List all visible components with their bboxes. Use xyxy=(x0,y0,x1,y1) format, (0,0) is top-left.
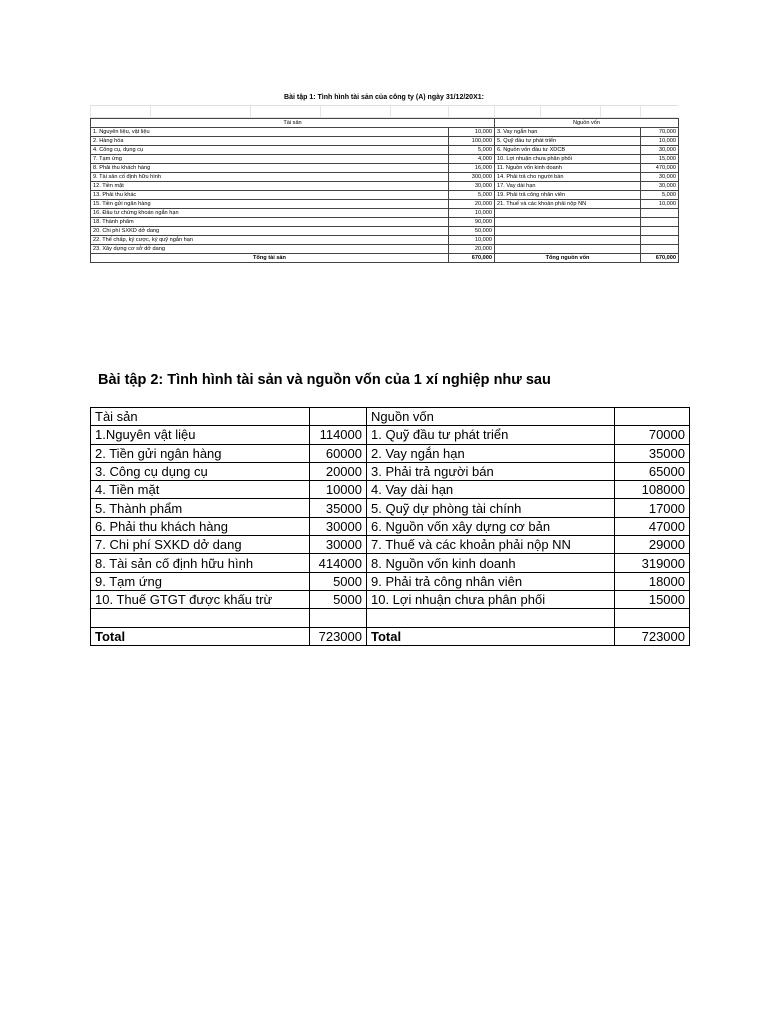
asset-name: 4. Tiền mặt xyxy=(91,481,310,499)
asset-value: 5,000 xyxy=(449,146,495,155)
source-value: 108000 xyxy=(615,481,690,499)
asset-value: 30000 xyxy=(310,517,367,535)
source-value xyxy=(641,227,679,236)
source-name: 21. Thuế và các khoản phải nộp NN xyxy=(495,200,641,209)
asset-name: 10. Thuế GTGT được khấu trừ xyxy=(91,590,310,608)
source-value: 18000 xyxy=(615,572,690,590)
exercise-1-table xyxy=(90,118,679,263)
table-row xyxy=(91,209,679,218)
source-name: 3. Vay ngắn hạn xyxy=(495,128,641,137)
exercise-1-section xyxy=(90,90,678,263)
asset-value: 20,000 xyxy=(449,200,495,209)
total-assets-value: 670,000 xyxy=(449,254,495,263)
exercise-2-title: Bài tập 2: Tình hình tài sản và nguồn vốn của 1 xí nghiệp như sau xyxy=(98,372,551,388)
asset-value: 60000 xyxy=(310,444,367,462)
source-value: 47000 xyxy=(615,517,690,535)
source-value: 35000 xyxy=(615,444,690,462)
table-row xyxy=(91,499,690,517)
source-value: 70000 xyxy=(615,426,690,444)
asset-name: 18. Thành phẩm xyxy=(91,218,449,227)
table-row xyxy=(91,128,679,137)
source-value: 65000 xyxy=(615,462,690,480)
exercise-2-table xyxy=(90,407,690,646)
source-name: 10. Lợi nhuận chưa phân phối xyxy=(367,590,615,608)
asset-value: 10000 xyxy=(310,481,367,499)
source-name: 7. Thuế và các khoản phải nộp NN xyxy=(367,536,615,554)
source-value: 470,000 xyxy=(641,164,679,173)
source-name xyxy=(495,236,641,245)
source-name xyxy=(495,218,641,227)
asset-name: 13. Phải thu khác xyxy=(91,191,449,200)
asset-value: 10,000 xyxy=(449,209,495,218)
asset-value: 10,000 xyxy=(449,128,495,137)
table-row xyxy=(91,590,690,608)
asset-value: 100,000 xyxy=(449,137,495,146)
asset-value: 414000 xyxy=(310,554,367,572)
table-row xyxy=(91,536,690,554)
total-assets-label: Total xyxy=(91,627,310,645)
table-row xyxy=(91,462,690,480)
asset-value: 20000 xyxy=(310,462,367,480)
table-row xyxy=(91,164,679,173)
source-value xyxy=(641,236,679,245)
asset-name: 23. Xây dựng cơ sở dở dang xyxy=(91,245,449,254)
total-row xyxy=(91,254,679,263)
table-row xyxy=(91,155,679,164)
source-name: 1. Quỹ đầu tư phát triển xyxy=(367,426,615,444)
asset-value: 90,000 xyxy=(449,218,495,227)
table-row xyxy=(91,137,679,146)
table-row xyxy=(91,218,679,227)
total-row xyxy=(91,627,690,645)
asset-name: 6. Phải thu khách hàng xyxy=(91,517,310,535)
asset-value: 5,000 xyxy=(449,191,495,200)
source-value: 29000 xyxy=(615,536,690,554)
source-value: 15,000 xyxy=(641,155,679,164)
table-header-row xyxy=(91,408,690,426)
table-row xyxy=(91,554,690,572)
table-row xyxy=(91,609,690,627)
source-name: 14. Phải trả cho người bán xyxy=(495,173,641,182)
source-value xyxy=(641,209,679,218)
asset-name: 15. Tiền gửi ngân hàng xyxy=(91,200,449,209)
asset-name: 7. Chi phí SXKD dở dang xyxy=(91,536,310,554)
asset-value: 5000 xyxy=(310,590,367,608)
source-name: 19. Phải trả công nhân viên xyxy=(495,191,641,200)
source-name xyxy=(495,227,641,236)
source-value: 30,000 xyxy=(641,182,679,191)
asset-name: 9. Tạm ứng xyxy=(91,572,310,590)
source-value: 10,000 xyxy=(641,137,679,146)
source-name xyxy=(495,209,641,218)
source-name: 6. Nguồn vốn đầu tư XDCB xyxy=(495,146,641,155)
asset-name: 8. Phải thu khách hàng xyxy=(91,164,449,173)
spreadsheet-empty-row xyxy=(90,106,678,118)
source-value: 70,000 xyxy=(641,128,679,137)
asset-name: 2. Hàng hóa xyxy=(91,137,449,146)
source-value: 30,000 xyxy=(641,173,679,182)
source-value: 319000 xyxy=(615,554,690,572)
asset-value: 4,000 xyxy=(449,155,495,164)
source-value xyxy=(641,218,679,227)
assets-header: Tài sản xyxy=(91,119,495,128)
table-row xyxy=(91,200,679,209)
empty-cell xyxy=(310,408,367,426)
asset-name: 20. Chi phí SXKD dở dang xyxy=(91,227,449,236)
sources-header: Nguồn vốn xyxy=(367,408,615,426)
table-row xyxy=(91,481,690,499)
source-name: 4. Vay dài hạn xyxy=(367,481,615,499)
table-header-row xyxy=(91,119,679,128)
table-row xyxy=(91,182,679,191)
asset-value: 114000 xyxy=(310,426,367,444)
asset-name: 4. Công cụ, dụng cụ xyxy=(91,146,449,155)
asset-name: 7. Tạm ứng xyxy=(91,155,449,164)
source-name: 2. Vay ngắn hạn xyxy=(367,444,615,462)
asset-name: 8. Tài sản cố định hữu hình xyxy=(91,554,310,572)
table-row xyxy=(91,245,679,254)
exercise-1-title: Bài tập 1: Tình hình tài sản của công ty (A) ngày 31/12/20X1: xyxy=(284,94,484,101)
total-sources-value: 670,000 xyxy=(641,254,679,263)
source-value: 15000 xyxy=(615,590,690,608)
source-name: 5. Quỹ đầu tư phát triển xyxy=(495,137,641,146)
asset-name: 1. Nguyên liệu, vật liệu xyxy=(91,128,449,137)
source-name xyxy=(495,245,641,254)
total-sources-value: 723000 xyxy=(615,627,690,645)
asset-name: 22. Thế chấp, ký cược, ký quỹ ngắn hạn xyxy=(91,236,449,245)
source-value xyxy=(615,609,690,627)
table-row xyxy=(91,517,690,535)
source-name: 17. Vay dài hạn xyxy=(495,182,641,191)
asset-value: 5000 xyxy=(310,572,367,590)
source-value: 10,000 xyxy=(641,200,679,209)
asset-name: 12. Tiền mặt xyxy=(91,182,449,191)
source-name: 10. Lợi nhuận chưa phân phối xyxy=(495,155,641,164)
asset-value: 30,000 xyxy=(449,182,495,191)
table-row xyxy=(91,236,679,245)
asset-value: 35000 xyxy=(310,499,367,517)
asset-value: 30000 xyxy=(310,536,367,554)
source-name: 8. Nguồn vốn kinh doanh xyxy=(367,554,615,572)
source-name: 11. Nguồn vốn kinh doanh xyxy=(495,164,641,173)
sources-header: Nguồn vốn xyxy=(495,119,679,128)
table-row xyxy=(91,173,679,182)
assets-header: Tài sản xyxy=(91,408,310,426)
source-value: 17000 xyxy=(615,499,690,517)
source-name xyxy=(367,609,615,627)
exercise-1-title-row xyxy=(90,90,678,106)
table-row xyxy=(91,191,679,200)
source-value: 30,000 xyxy=(641,146,679,155)
total-sources-label: Tổng nguồn vốn xyxy=(495,254,641,263)
asset-name: 16. Đầu tư chứng khoán ngắn hạn xyxy=(91,209,449,218)
asset-name xyxy=(91,609,310,627)
total-sources-label: Total xyxy=(367,627,615,645)
asset-value: 10,000 xyxy=(449,236,495,245)
source-name: 3. Phải trả người bán xyxy=(367,462,615,480)
total-assets-value: 723000 xyxy=(310,627,367,645)
asset-name: 1.Nguyên vật liệu xyxy=(91,426,310,444)
table-row xyxy=(91,444,690,462)
asset-name: 3. Công cụ dụng cụ xyxy=(91,462,310,480)
asset-value xyxy=(310,609,367,627)
table-row xyxy=(91,426,690,444)
asset-name: 2. Tiền gửi ngân hàng xyxy=(91,444,310,462)
total-assets-label: Tổng tài sản xyxy=(91,254,449,263)
asset-value: 16,000 xyxy=(449,164,495,173)
table-row xyxy=(91,227,679,236)
asset-name: 5. Thành phẩm xyxy=(91,499,310,517)
asset-name: 9. Tài sản cố định hữu hình xyxy=(91,173,449,182)
empty-cell xyxy=(615,408,690,426)
asset-value: 20,000 xyxy=(449,245,495,254)
source-name: 6. Nguồn vốn xây dựng cơ bản xyxy=(367,517,615,535)
asset-value: 50,000 xyxy=(449,227,495,236)
asset-value: 300,000 xyxy=(449,173,495,182)
table-row xyxy=(91,146,679,155)
source-name: 9. Phải trả công nhân viên xyxy=(367,572,615,590)
source-value xyxy=(641,245,679,254)
source-value: 5,000 xyxy=(641,191,679,200)
source-name: 5. Quỹ dự phòng tài chính xyxy=(367,499,615,517)
table-row xyxy=(91,572,690,590)
